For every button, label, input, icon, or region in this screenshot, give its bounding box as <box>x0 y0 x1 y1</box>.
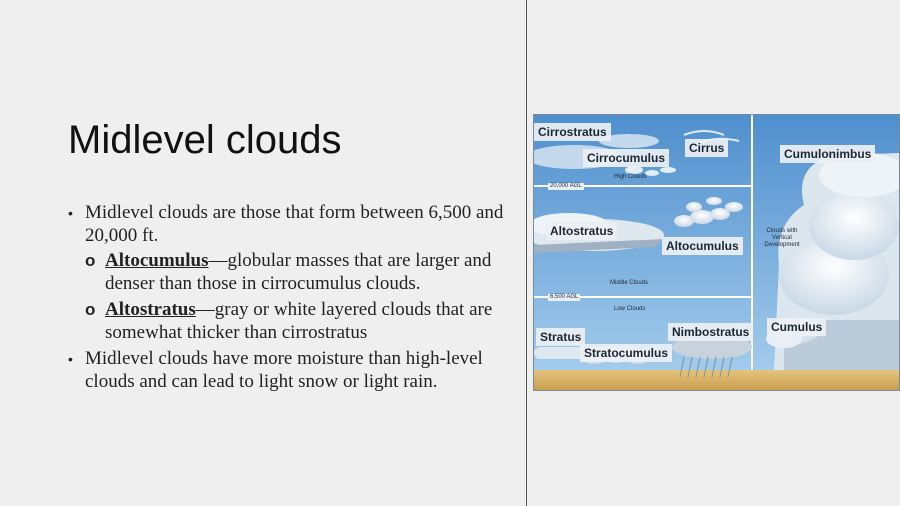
altostratus-description: —gray or white layered clouds that are somewhat thicker than cirrostratus <box>105 299 493 343</box>
cloud-types-diagram <box>533 114 900 391</box>
bullet-dot-icon: • <box>68 351 73 367</box>
bullet-definition-text: Midlevel clouds are those that form between 6,500 and 20,000 ft. <box>85 202 504 246</box>
label-cirrus: Cirrus <box>685 139 728 157</box>
bullet-moisture <box>68 348 518 393</box>
label-altostratus: Altostratus <box>546 222 617 240</box>
sub-bullet-circle-icon: o <box>85 251 96 270</box>
label-high-clouds: High Clouds <box>614 174 647 180</box>
slide-title: Midlevel clouds <box>68 118 342 162</box>
ground-strip <box>534 370 900 391</box>
label-low-clouds: Low Clouds <box>614 306 646 312</box>
label-stratocumulus: Stratocumulus <box>580 344 672 362</box>
label-cumulus: Cumulus <box>767 318 826 336</box>
bullet-moisture-text: Midlevel clouds have more moisture than high-level clouds and can lead to light snow or light rain. <box>85 348 483 392</box>
label-6500-agl: 6,500 AGL <box>550 294 579 300</box>
sub-bullet-altostratus <box>68 299 518 344</box>
term-altocumulus: Altocumulus <box>105 250 209 271</box>
label-vertical-development: Clouds with Vertical Development <box>764 228 800 248</box>
slide-divider-line <box>526 0 527 506</box>
label-20000-agl: 20,000 AGL <box>550 183 582 189</box>
sub-bullet-circle-icon: o <box>85 300 96 319</box>
bullet-definition <box>68 202 518 247</box>
bullet-dot-icon: • <box>68 205 73 221</box>
sub-bullet-altocumulus <box>68 250 518 295</box>
label-stratus: Stratus <box>536 328 585 346</box>
label-altocumulus: Altocumulus <box>662 237 743 255</box>
bullet-list <box>68 202 518 396</box>
label-middle-clouds: Middle Clouds <box>610 280 649 286</box>
label-nimbostratus: Nimbostratus <box>668 323 753 341</box>
label-cirrocumulus: Cirrocumulus <box>583 149 669 167</box>
label-cirrostratus: Cirrostratus <box>534 123 611 141</box>
term-altostratus: Altostratus <box>105 299 196 320</box>
label-cumulonimbus: Cumulonimbus <box>780 145 875 163</box>
altocumulus-description: —globular masses that are larger and denser than those in cirrocumulus clouds. <box>105 250 492 294</box>
